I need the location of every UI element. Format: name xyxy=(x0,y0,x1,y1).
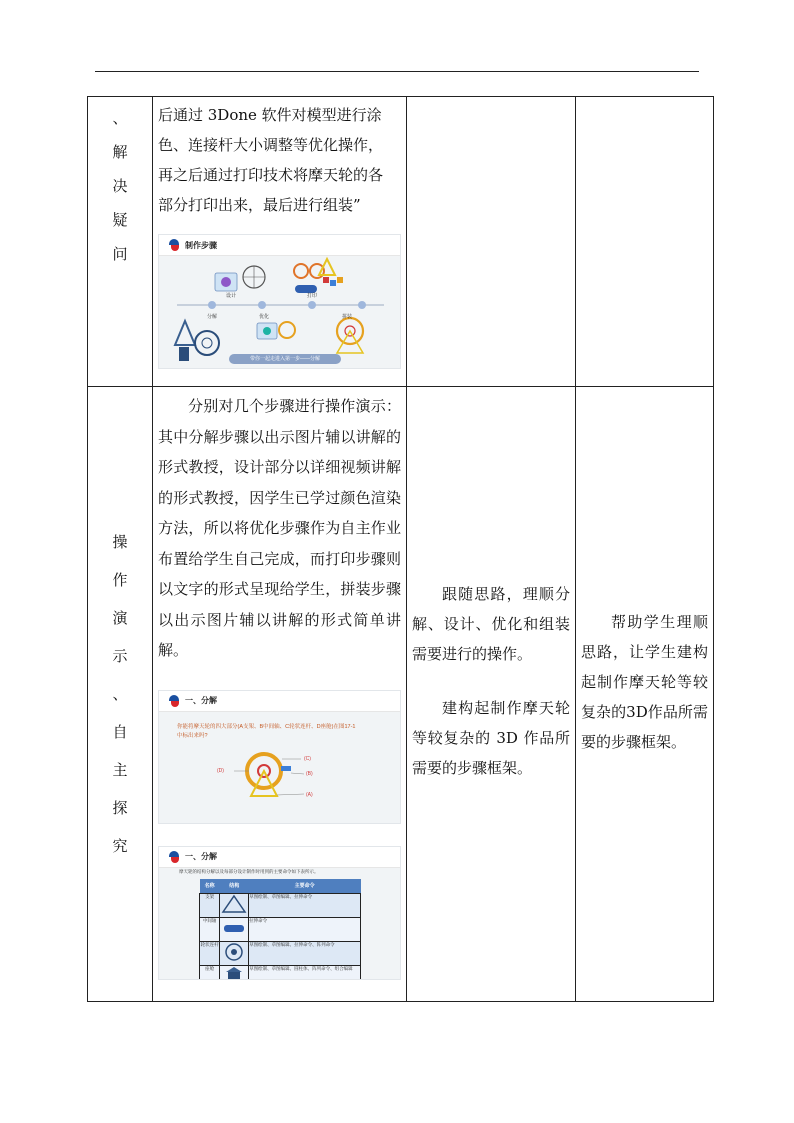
stage-label-cell xyxy=(88,387,153,1002)
teacher-activity-cell xyxy=(153,387,407,1002)
step-label: 优化 xyxy=(259,314,270,320)
part-command: 草图绘制、草图编辑、圆柱体、阵列命令、组合编辑 xyxy=(249,965,361,980)
step-label: 分解 xyxy=(207,314,218,320)
stand-icon xyxy=(221,894,247,914)
part-structure xyxy=(220,965,249,980)
part-structure xyxy=(220,917,249,941)
student-text: 建构起制作摩天轮等较复杂的 3D 作品所需要的步骤框架。 xyxy=(412,699,570,777)
steps-illustration xyxy=(159,255,401,367)
teacher-text-line: 后通过 3Done 软件对模型进行涂 xyxy=(158,106,382,124)
student-activity-cell xyxy=(407,387,576,1002)
wheel-icon xyxy=(221,942,247,962)
slide-title: 一、分解 xyxy=(185,852,217,861)
column-header: 主要命令 xyxy=(249,879,361,894)
teacher-text-line: 再之后通过打印技术将摩天轮的各 xyxy=(158,166,384,184)
decompose-table-slide xyxy=(158,846,401,980)
column-header: 名称 xyxy=(200,879,220,894)
step-label: 打印 xyxy=(307,293,318,299)
part-command: 草图绘制、草图编辑、拉伸命令 xyxy=(249,893,361,917)
part-name: 支架 xyxy=(200,893,220,917)
part-command: 拉伸命令 xyxy=(249,917,361,941)
cabin-icon xyxy=(221,966,247,980)
stage-label: 、 解 决 疑 问 xyxy=(112,109,128,263)
parts-command-table xyxy=(199,879,361,980)
school-logo-icon xyxy=(169,239,179,251)
school-logo-icon xyxy=(169,695,179,707)
part-label: (A) xyxy=(306,791,313,798)
student-activity-cell xyxy=(407,97,576,387)
table-row xyxy=(88,97,714,387)
part-name: 中间轴 xyxy=(200,917,220,941)
stage-label: 操 作 演 示 、 自 主 探 究 xyxy=(112,533,128,855)
design-intent-cell xyxy=(576,97,714,387)
slide-title: 制作步骤 xyxy=(185,240,217,250)
part-label: (C) xyxy=(304,755,311,762)
stage-label-cell xyxy=(88,97,153,387)
step-label: 拼装 xyxy=(342,314,353,320)
part-structure xyxy=(220,893,249,917)
slide-question: 你能将摩天轮的四大部分(A支架、B中间轴、C轮状连杆、D座舱)在图17-1中标出来吗? xyxy=(177,723,356,739)
slide-caption: 带你一起走进入第一步——分解 xyxy=(229,354,341,364)
decompose-question-slide xyxy=(158,690,401,824)
table-row xyxy=(88,387,714,1002)
slide-title: 一、分解 xyxy=(185,696,217,705)
slide-intro: 摩天轮的结构分解以及每部分设计制作时用到的主要命令如下表所示。 xyxy=(179,868,319,874)
teacher-text-line: 色、连接杆大小调整等优化操作， xyxy=(158,136,384,154)
part-label: (D) xyxy=(217,767,224,774)
part-structure xyxy=(220,941,249,965)
teacher-text-line: 部分打印出来，最后进行组装” xyxy=(158,196,361,214)
teacher-text: 分别对几个步骤进行操作演示：其中分解步骤以出示图片辅以讲解的形式教授，设计部分以详细视频讲解的形式教授，因学生已学过颜色渲染方法，所以将优化步骤作为自主作业布置给学生自己完成，而打印步骤则以文字的形式呈现给学生，拼装步骤以出示图片辅以讲解的形式简单讲解。 xyxy=(158,397,401,659)
header-rule xyxy=(95,71,699,72)
step-label: 设计 xyxy=(226,293,237,299)
part-name: 轮状连杆 xyxy=(200,941,220,965)
design-intent-cell xyxy=(576,387,714,1002)
part-name: 座舱 xyxy=(200,965,220,980)
ferris-wheel-illustration xyxy=(159,711,401,823)
intent-text: 帮助学生理顺思路，让学生建构起制作摩天轮等较复杂的3D作品所需要的步骤框架。 xyxy=(581,613,708,751)
lesson-plan-table xyxy=(87,96,714,1002)
part-command: 草图绘制、草图编辑、拉伸命令、阵列命令 xyxy=(249,941,361,965)
column-header: 结构 xyxy=(220,879,249,894)
school-logo-icon xyxy=(169,851,179,863)
production-steps-slide xyxy=(158,234,401,369)
teacher-activity-cell xyxy=(153,97,407,387)
axle-icon xyxy=(221,918,247,938)
part-label: (B) xyxy=(306,770,313,777)
student-text: 跟随思路，理顺分解、设计、优化和组装需要进行的操作。 xyxy=(412,585,570,663)
